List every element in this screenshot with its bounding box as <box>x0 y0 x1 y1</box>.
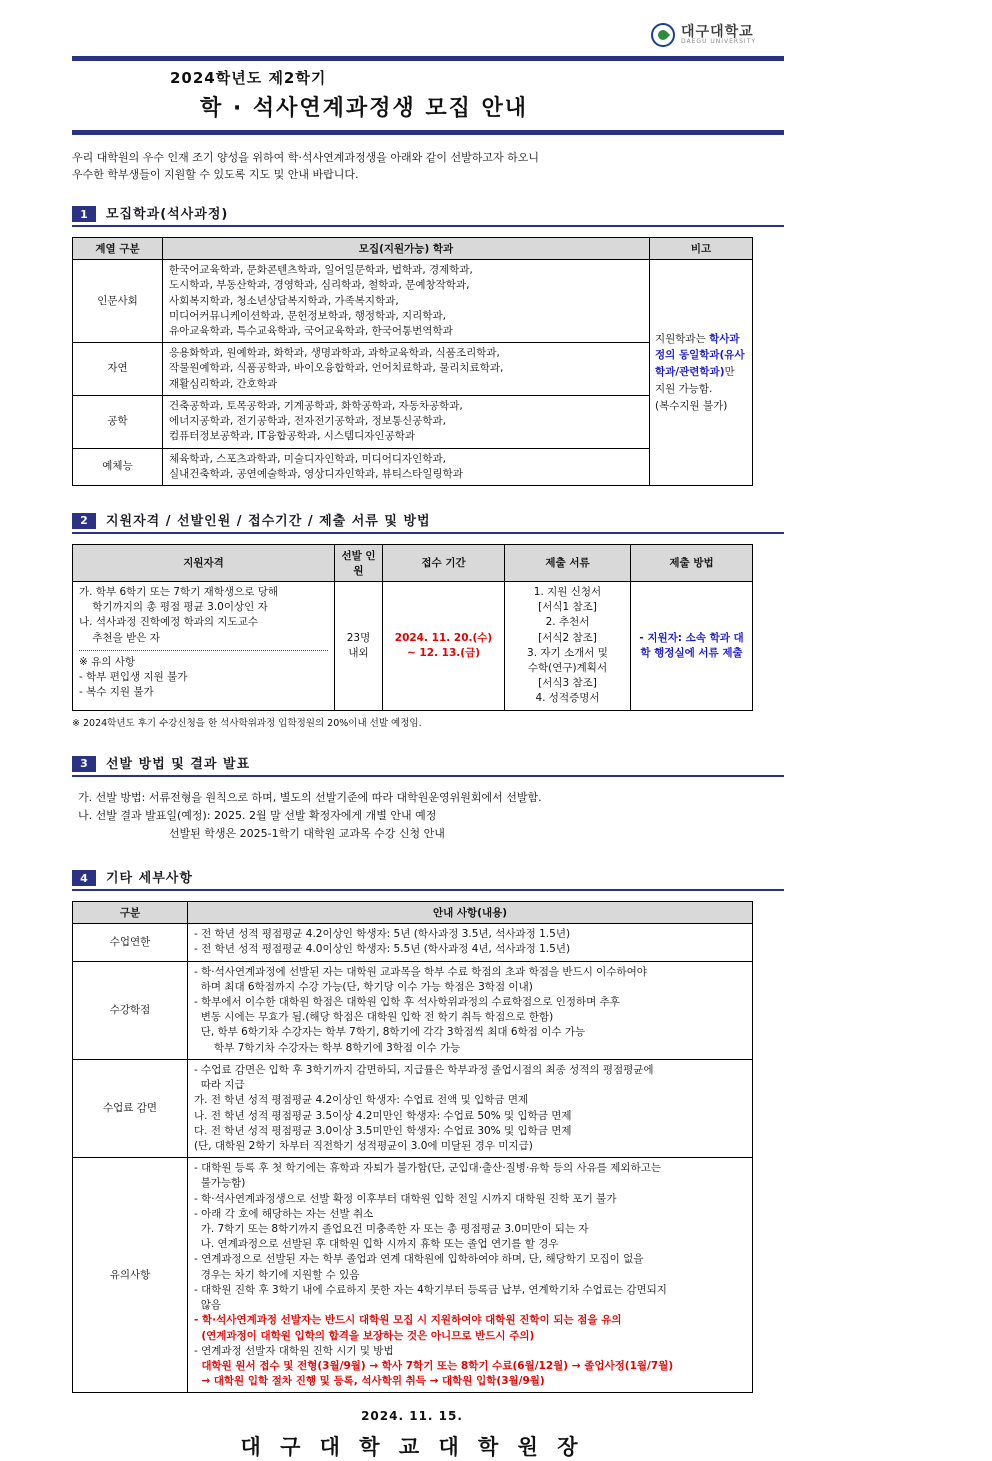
col-header-capacity: 선발 인원 <box>335 544 383 581</box>
section-3-header <box>72 753 784 777</box>
section-3 <box>72 753 784 843</box>
note-pre: 지원학과는 <box>655 332 710 345</box>
col-header-departments: 모집(지원가능) 학과 <box>163 238 650 260</box>
departments-natural: 응용화학과, 원예학과, 화학과, 생명과학과, 과학교육학과, 식품조리학과, 작물원예학과, 식품공학과, 바이오융합학과, 언어치료학과, 물리치료학과, 재활심리학과, 간호학과 <box>163 343 650 396</box>
table-row <box>73 961 753 1059</box>
category-arts-sports: 예체능 <box>73 448 163 485</box>
document-date: 2024. 11. 15. <box>361 1409 463 1424</box>
title-block <box>72 56 784 135</box>
col-header-category: 계열 구분 <box>73 238 163 260</box>
table-row <box>73 260 753 343</box>
section-3-number-badge: 3 <box>72 756 96 772</box>
capacity-cell: 23명 내외 <box>335 581 383 710</box>
departments-engineering: 건축공학과, 토목공학과, 기계공학과, 화학공학과, 자동차공학과, 에너지공학과, 전기공학과, 전자전기공학과, 정보통신공학과, 컴퓨터정보공학과, IT융합공학과, 시스템디자인공학과 <box>163 395 650 448</box>
section-4 <box>72 867 784 1393</box>
university-name: 대구대학교 <box>681 23 754 40</box>
section-4-title: 기타 세부사항 <box>106 871 193 887</box>
note-cell <box>650 260 753 486</box>
col-header-details: 안내 사항(내용) <box>188 902 753 924</box>
section-2-footnote: ※ 2024학년도 후기 수강신청을 한 석사학위과정 입학정원의 20%이내 선발 예정임. <box>72 717 422 729</box>
section-2-title: 지원자격 / 선발인원 / 접수기간 / 제출 서류 및 방법 <box>106 513 431 529</box>
section-2-header <box>72 510 784 534</box>
section-3-title: 선발 방법 및 결과 발표 <box>106 756 251 772</box>
signature: 대 구 대 학 교 대 학 원 장 <box>240 1435 584 1460</box>
section-4-number-badge: 4 <box>72 870 96 886</box>
col-header-period: 접수 기간 <box>383 544 505 581</box>
university-emblem-icon <box>651 23 675 47</box>
section-2 <box>72 510 784 729</box>
period-cell: 2024. 11. 20.(수) ~ 12. 13.(금) <box>383 581 505 710</box>
section-1-title: 모집학과(석사과정) <box>106 207 229 223</box>
row-label-cautions: 유의사항 <box>73 1158 188 1393</box>
table-row <box>73 924 753 961</box>
row-content-cautions: - 대학원 등록 후 첫 학기에는 휴학과 자퇴가 불가함(단, 군입대·출산·질병·유학 등의 사유를 제외하고는 불가능함) - 학·석사연계과정생으로 선발 확정 이후부터 대학원 입학 전일 시까지 대학원 진학 포기 불가 - 아래 각 호에 해당하는 자는 선발 취소 가. 7학기 또는 8학기까지 졸업요건 미충족한 자 또는 총 평점평균 3.0미만이 되는 자 나. 연계과정으로 선발된 후 대학원 입학 시까지 휴학 또는 졸업 연기를 할 경우 - 연계과정으로 선발된 자는 학부 졸업과 연계 대학원에 입학하여야 하며, 단, 해당학기 모집이 없을 경우는 차기 학기에 지원할 수 있음 - 대학원 진학 후 3학기 내에 수료하지 못한 자는 4학기부터 등록금 납부, 연계학기차 수업료는 감면되지 않음 - 학·석사연계과정 선발자는 반드시 대학원 모집 시 지원하여야 대학원 진학이 되는 점을 유의 (연계과정이 대학원 입학의 합격을 보장하는 것은 아니므로 반드시 주의) - 연계과정 선발자 대학원 진학 시기 및 방법 대학원 원서 접수 및 전형(3월/9월) → 학사 7학기 또는 8학기 수료(6월/12월) → 졸업사정(1월/7월) → 대학원 입학 절차 진행 및 등록, 석사학위 취득 → 대학원 입학(3월/9월) <box>188 1158 753 1393</box>
table-row <box>73 1158 753 1393</box>
category-natural: 자연 <box>73 343 163 396</box>
qualification-cell: 가. 학부 6학기 또는 7학기 재학생으로 당해 학기까지의 총 평점 평균 3.0이상인 자 나. 석사과정 진학예정 학과의 지도교수 추천을 받은 자 ※ 유의 사항 - 학부 편입생 지원 불가 - 복수 지원 불가 <box>73 581 335 710</box>
row-label-duration: 수업연한 <box>73 924 188 961</box>
col-header-method: 제출 방법 <box>631 544 753 581</box>
details-table <box>72 901 753 1393</box>
table-row <box>73 581 753 710</box>
section-4-header <box>72 867 784 891</box>
col-header-note: 비고 <box>650 238 753 260</box>
document-content <box>72 18 784 1461</box>
university-logo <box>72 18 784 52</box>
row-content-tuition: - 수업료 감면은 입학 후 3학기까지 감면하되, 지급률은 학부과정 졸업시점의 최종 성적의 평점평균에 따라 지급 가. 전 학년 성적 평점평균 4.2이상인 학생자: 수업료 전액 및 입학금 면제 나. 전 학년 성적 평점평균 3.5이상 4.2미만인 학생자: 수업료 50% 및 입학금 면제 다. 전 학년 성적 평점평균 3.0이상 3.5미만인 학생자: 수업료 30% 및 입학금 면제 (단, 대학원 2학기 차부터 직전학기 성적평균이 3.0에 미달된 경우 미지급) <box>188 1059 753 1157</box>
section-3-body: 가. 선발 방법: 서류전형을 원칙으로 하며, 별도의 선발기준에 따라 대학원운영위원회에서 선발함. 나. 선발 결과 발표일(예정): 2025. 2월 말 선발 확정자에게 개별 안내 예정 선발된 학생은 2025-1학기 대학원 교과목 수강 신청 안내 <box>78 790 542 840</box>
section-1 <box>72 203 784 486</box>
application-info-table <box>72 544 753 711</box>
row-label-tuition: 수업료 감면 <box>73 1059 188 1157</box>
method-cell: - 지원자: 소속 학과 대학 행정실에 서류 제출 <box>631 581 753 710</box>
section-2-number-badge: 2 <box>72 513 96 529</box>
page-title: 학 · 석사연계과정생 모집 안내 <box>200 96 529 121</box>
documents-cell: 1. 지원 신청서 [서식1 참조] 2. 추천서 [서식2 참조] 3. 자기 소개서 및 수학(연구)계획서 [서식3 참조] 4. 성적증명서 <box>505 581 631 710</box>
col-header-documents: 제출 서류 <box>505 544 631 581</box>
row-label-credits: 수강학점 <box>73 961 188 1059</box>
section-1-number-badge: 1 <box>72 206 96 222</box>
table-header-row <box>73 544 753 581</box>
row-content-credits: - 학·석사연계과정에 선발된 자는 대학원 교과목을 학부 수료 학점의 초과 학점을 반드시 이수하여야 하며 최대 6학점까지 수강 가능(단, 학기당 이수 가능 학점은 3학점 이내) - 학부에서 이수한 대학원 학점은 대학원 입학 후 석사학위과정의 수료학점으로 인정하며 추후 변동 시에는 무효가 됨.(해당 학점은 대학원 입학 전 학기 취득 학점으로 한함) 단, 학부 6학기차 수강자는 학부 7학기, 8학기에 각각 3학점씩 최대 6학점 이수 가능 학부 7학기차 수강자는 학부 8학기에 3학점 이수 가능 <box>188 961 753 1059</box>
table-header-row <box>73 238 753 260</box>
intro-paragraph: 우리 대학원의 우수 인재 조기 양성을 위하여 학·석사연계과정생을 아래와 같이 선발하고자 하오니 우수한 학부생들이 지원할 수 있도록 지도 및 안내 바랍니다. <box>72 151 539 182</box>
table-header-row <box>73 902 753 924</box>
col-header-qualification: 지원자격 <box>73 544 335 581</box>
row-content-duration: - 전 학년 성적 평점평균 4.2이상인 학생자: 5년 (학사과정 3.5년, 석사과정 1.5년) - 전 학년 성적 평점평균 4.0이상인 학생자: 5.5년 (학사과정 4년, 석사과정 1.5년) <box>188 924 753 961</box>
category-engineering: 공학 <box>73 395 163 448</box>
table-row <box>73 1059 753 1157</box>
university-name-en: DAEGU UNIVERSITY <box>681 38 756 46</box>
section-1-header <box>72 203 784 227</box>
title-semester: 2024학년도 제2학기 <box>170 69 327 87</box>
recruiting-departments-table <box>72 237 753 486</box>
note-highlight: 학사과정의 동일학과(유사학과/관련학과) <box>655 332 745 379</box>
category-humanities: 인문사회 <box>73 260 163 343</box>
departments-humanities: 한국어교육학과, 문화콘텐츠학과, 일어일문학과, 법학과, 경제학과, 도시학과, 부동산학과, 경영학과, 심리학과, 철학과, 문예창작학과, 사회복지학과, 청소년상담복지학과, 가족복지학과, 미디어커뮤니케이션학과, 문헌정보학과, 행정학과, 지리학과, 유아교육학과, 특수교육학과, 국어교육학과, 한국어통번역학과 <box>163 260 650 343</box>
col-header-division: 구분 <box>73 902 188 924</box>
note-line2: (복수지원 불가) <box>655 399 728 412</box>
note-post: 만 지원 가능함. <box>655 366 735 395</box>
departments-arts-sports: 체육학과, 스포츠과학과, 미술디자인학과, 미디어디자인학과, 실내건축학과, 공연예술학과, 영상디자인학과, 뷰티스타일링학과 <box>163 448 650 485</box>
